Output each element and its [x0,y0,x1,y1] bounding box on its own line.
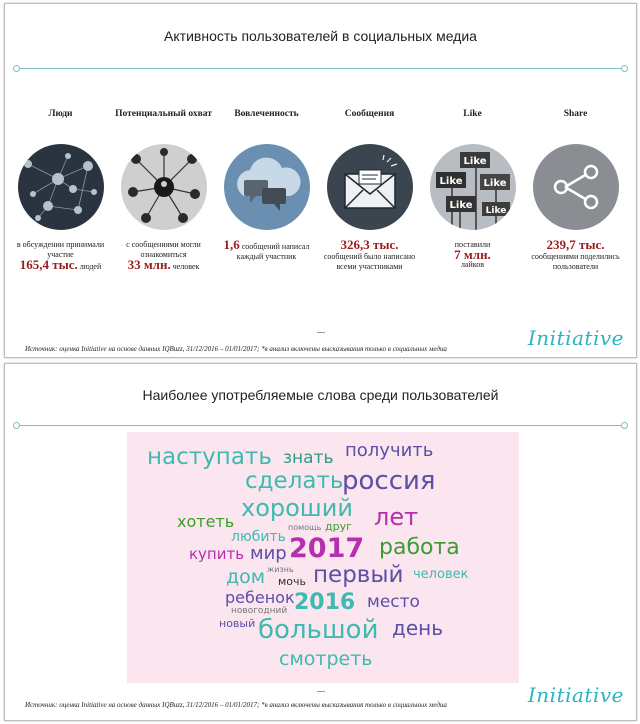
cloud-word: большой [258,615,379,645]
cloud-word: получить [345,440,434,461]
divider [15,425,626,426]
envelope-icon [327,144,413,230]
page-marker [317,332,325,333]
cloud-word: дом [226,566,266,588]
cloud-word: жизнь [267,565,294,574]
cloud-word: ребенок [225,588,295,607]
metric-label: Вовлеченность [234,109,299,119]
cloud-word: мочь [278,575,307,588]
metric-value: 1,6 [223,237,240,252]
metric-suffix: людей [79,262,102,271]
metric-messages [318,108,421,308]
metric-suffix: сообщений написал каждый участник [236,242,310,261]
like-signs-icon [430,144,516,230]
page-marker [317,691,325,692]
like-sign-text: Like [449,200,472,211]
people-network-icon [121,144,207,230]
metric-line: поставили [454,240,491,249]
metric-engagement [215,108,318,308]
divider-dot [621,422,628,429]
metric-label: Потенциальный охват [115,109,212,119]
cloud-word: работа [379,535,460,560]
initiative-logo: Initiative [527,326,624,350]
cloud-word: россия [342,466,436,496]
cloud-word: день [392,616,443,640]
like-sign-text: Like [439,176,462,187]
cloud-word: первый [313,562,404,588]
cloud-word: знать [283,448,334,468]
divider [15,68,626,69]
cloud-word: человек [413,567,469,582]
cloud-word: друг [325,520,352,533]
cloud-word: купить [189,545,245,563]
metric-label: Сообщения [344,109,395,119]
network-people-icon [18,144,104,230]
metric-value: 7 млн. [454,247,491,262]
cloud-word: мир [250,543,287,564]
slide-word-cloud [4,363,637,721]
metric-suffix: сообщениями поделились пользователи [531,252,620,271]
cloud-word: любить [231,529,286,545]
metric-value: 239,7 тыс. [546,237,605,252]
metric-suffix: лайков [460,260,485,269]
metric-text [320,237,420,272]
initiative-logo: Initiative [527,683,624,707]
cloud-word: смотреть [279,648,373,670]
divider-dot [13,422,20,429]
slide-title: Активность пользователей в социальных медиа [164,28,477,44]
cloud-word: хотеть [177,512,235,531]
metric-value: 33 млн. [127,257,171,272]
cloud-word: сделать [245,468,344,494]
metric-value: 165,4 тыс. [19,257,78,272]
metric-people [9,108,112,308]
like-sign-text: Like [463,156,486,167]
metric-label: Share [563,109,588,119]
metric-label: Люди [48,109,73,119]
metric-line: в обсуждении принимали участие [16,240,105,259]
chat-cloud-icon [224,144,310,230]
cloud-word: новый [219,617,256,630]
metric-suffix: сообщений было написано всеми участниками [323,252,416,271]
source-note: Источник: оценка Initiative на основе данных IQBuzz, 31/12/2016 – 01/01/2017; *в анализ включены высказывания только в социальных медиа [25,345,447,353]
metric-text [114,240,214,272]
cloud-word: лет [374,503,419,531]
cloud-word: место [367,592,420,612]
word-cloud [127,432,519,683]
metrics-row [9,108,631,308]
cloud-word: наступать [147,444,272,470]
cloud-word: 2016 [294,590,356,615]
divider-dot [621,65,628,72]
metric-like [421,108,524,308]
metric-line: с сообщениями могли ознакомиться [126,240,201,259]
metric-label: Like [463,109,482,119]
metric-text [11,240,111,272]
metric-share [524,108,627,308]
metric-reach [112,108,215,308]
share-icon [533,144,619,230]
cloud-word: хороший [241,494,353,522]
divider-dot [13,65,20,72]
like-sign-text: Like [483,178,506,189]
metric-text [526,237,626,272]
like-sign-text: Like [485,206,506,216]
cloud-word: помощь [288,523,322,532]
metric-suffix: человек [172,262,200,271]
cloud-word: 2017 [289,533,365,564]
slide-activity [4,3,637,358]
metric-text [423,240,523,270]
metric-text [217,237,317,262]
cloud-word: новогодний [231,606,288,616]
source-note: Источник: оценка Initiative на основе данных IQBuzz, 31/12/2016 – 01/01/2017; *в анализ включены высказывания только в социальных медиа [25,701,447,709]
metric-value: 326,3 тыс. [340,237,399,252]
slide-title: Наиболее употребляемые слова среди пользователей [142,387,499,403]
